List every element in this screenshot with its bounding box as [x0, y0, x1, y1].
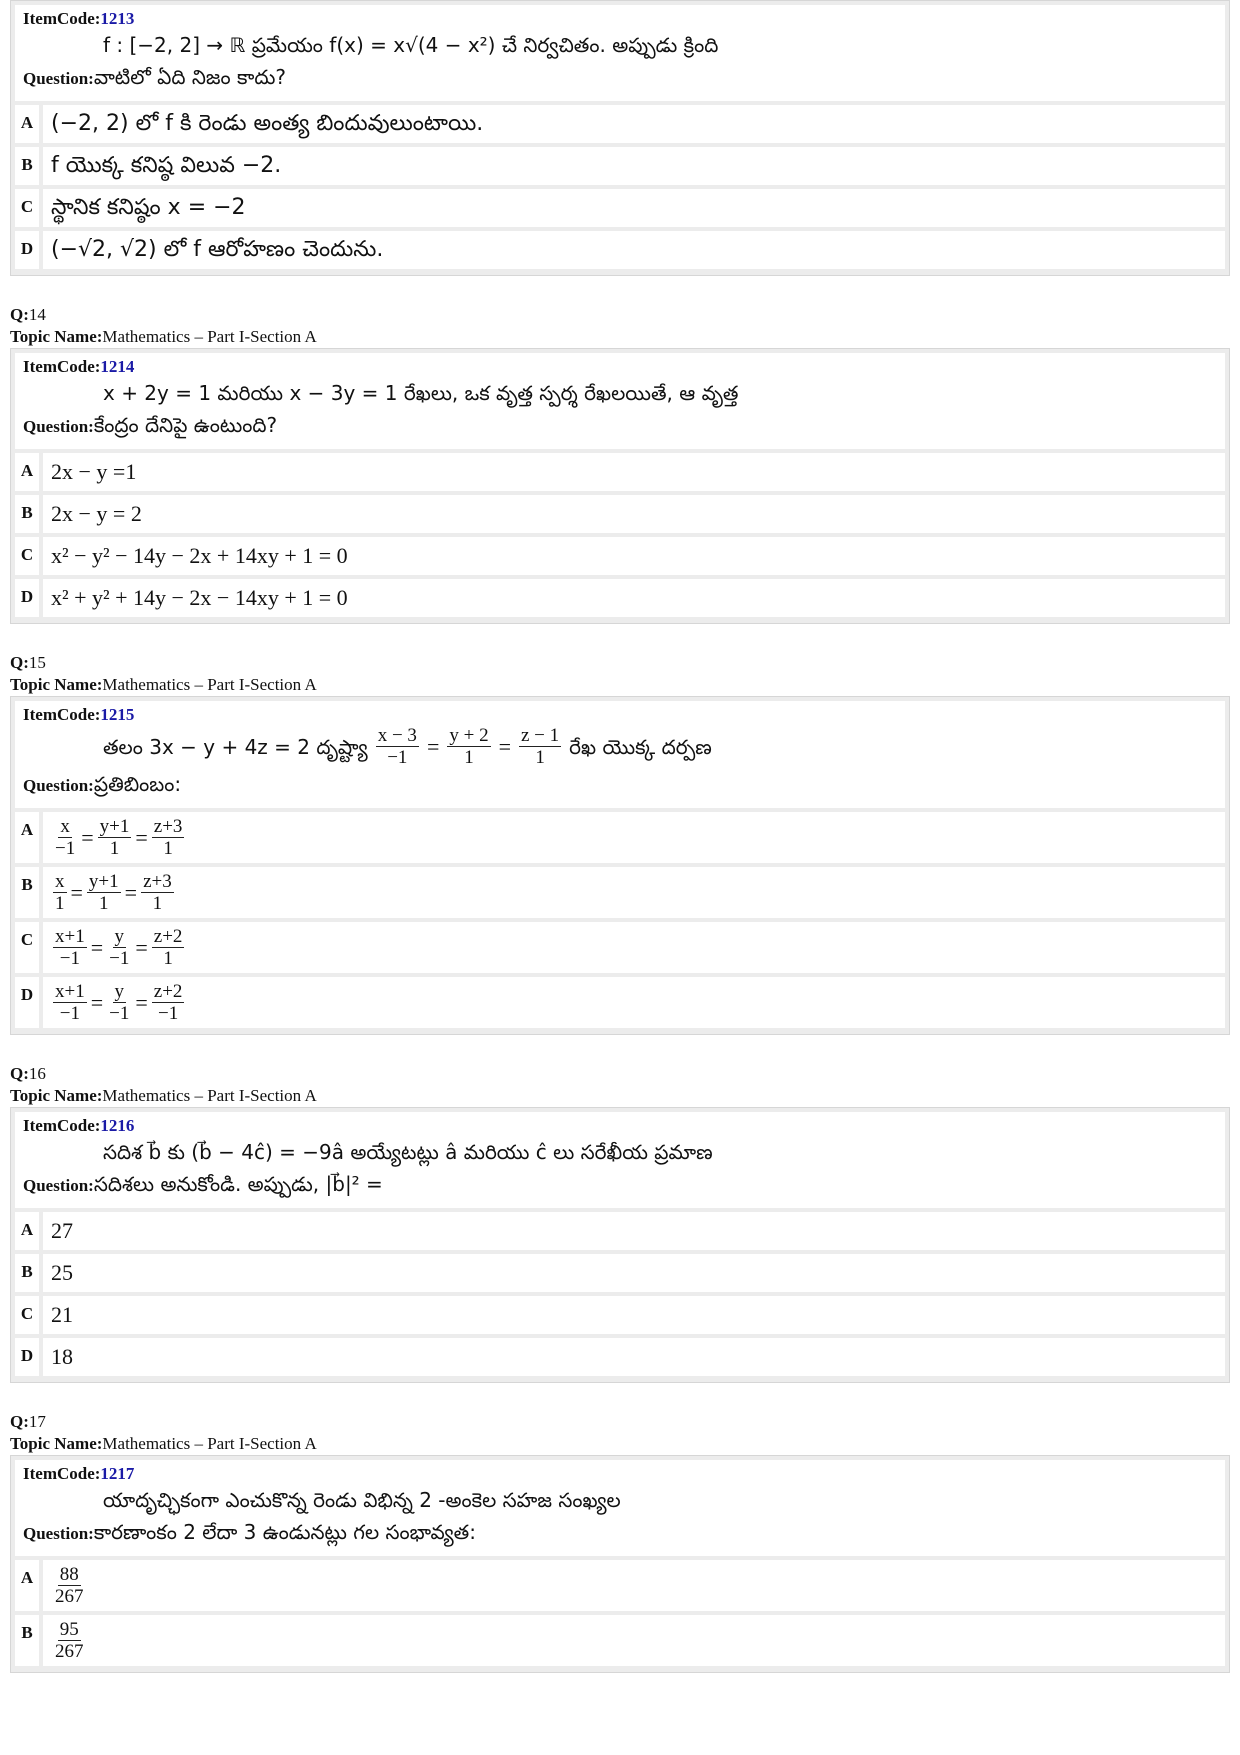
question-number: 16	[28, 1064, 46, 1083]
option-b[interactable]	[15, 147, 1225, 185]
item-code: ItemCode:1216	[23, 1116, 135, 1135]
option-fraction: $\frac{y+1}{1}$	[99, 816, 130, 859]
option-c[interactable]	[15, 189, 1225, 227]
question-text: కేంద్రం దేనిపై ఉంటుంది?	[93, 413, 278, 437]
option-a[interactable]	[15, 1560, 1225, 1611]
option-text: x² + y² + 14y − 2x − 14xy + 1 = 0	[51, 585, 348, 610]
option-letter: A	[15, 1212, 43, 1250]
option-letter: B	[15, 495, 43, 533]
option-c[interactable]	[15, 537, 1225, 575]
question-meta-15: Q:15 Topic Name:Mathematics – Part I-Section A	[10, 653, 317, 694]
question-number: 14	[28, 305, 46, 324]
option-letter: C	[15, 922, 43, 973]
option-letter: A	[15, 105, 43, 143]
option-a[interactable]	[15, 105, 1225, 143]
option-fraction: $\frac{z+2}{-1}$	[153, 981, 183, 1024]
question-meta-16: Q:16 Topic Name:Mathematics – Part I-Section A	[10, 1064, 317, 1105]
option-letter: C	[15, 1296, 43, 1334]
option-letter: C	[15, 189, 43, 227]
question-meta-17: Q:17 Topic Name:Mathematics – Part I-Section A	[10, 1412, 317, 1453]
option-fraction: $\frac{x}{1}$	[55, 871, 65, 914]
question-card-13	[10, 0, 1230, 276]
option-letter: A	[15, 1560, 43, 1611]
option-fraction: $\frac{x+1}{-1}$	[55, 926, 85, 969]
question-card-14	[10, 348, 1230, 624]
question-label: Question:	[23, 417, 94, 436]
option-c[interactable]	[15, 922, 1225, 973]
option-text: 2x − y =1	[51, 459, 137, 484]
option-expression: $\frac{x}{1}$ = $\frac{y+1}{1}$ = $\frac{z+3}{1}$	[55, 871, 172, 914]
option-expression: $\frac{x+1}{-1}$ = $\frac{y}{-1}$ = $\frac{z+2}{-1}$	[55, 981, 183, 1024]
question-label: Question:	[23, 776, 94, 795]
option-letter: D	[15, 579, 43, 617]
option-b[interactable]	[15, 1254, 1225, 1292]
question-header	[15, 1112, 1225, 1208]
question-meta-14: Q:14 Topic Name:Mathematics – Part I-Section A	[10, 305, 317, 346]
question-card-15	[10, 696, 1230, 1035]
option-fraction: $\frac{z+2}{1}$	[153, 926, 183, 969]
option-text: f యొక్క కనిష్ఠ విలువ −2.	[51, 153, 282, 178]
option-letter: B	[15, 147, 43, 185]
option-text: (−2, 2) లో f కి రెండు అంత్య బిందువులుంటాయి.	[51, 111, 484, 136]
option-fraction: $\frac{88}{267}$	[55, 1564, 84, 1607]
question-stem: సదిశ b⃗ కు (b⃗ − 4ĉ) = −9â అయ్యేటట్లు â మరియు ĉ లు సరేఖీయ ప్రమాణ	[103, 1140, 713, 1164]
option-fraction: $\frac{z+3}{1}$	[153, 816, 183, 859]
option-text: 21	[51, 1302, 73, 1327]
question-text: సదిశలు అనుకోండి. అప్పుడు, |b⃗|² =	[93, 1172, 383, 1196]
option-fraction: $\frac{x}{-1}$	[55, 816, 76, 859]
topic-name: Mathematics – Part I-Section A	[102, 1434, 317, 1453]
option-d[interactable]	[15, 231, 1225, 269]
option-text: 18	[51, 1344, 73, 1369]
option-a[interactable]	[15, 812, 1225, 863]
option-fraction: $\frac{y+1}{1}$	[88, 871, 119, 914]
option-letter: B	[15, 1615, 43, 1666]
option-fraction: $\frac{x+1}{-1}$	[55, 981, 85, 1024]
question-number: 15	[28, 653, 46, 672]
option-d[interactable]	[15, 977, 1225, 1028]
option-letter: C	[15, 537, 43, 575]
option-fraction: $\frac{z+3}{1}$	[143, 871, 172, 914]
option-text: (−√2, √2) లో f ఆరోహణం చెందును.	[51, 237, 384, 262]
question-label: Question:	[23, 1176, 94, 1195]
topic-name: Mathematics – Part I-Section A	[102, 327, 317, 346]
question-header	[15, 701, 1225, 808]
item-code: ItemCode:1214	[23, 357, 135, 376]
option-fraction: $\frac{y}{-1}$	[109, 926, 130, 969]
item-code: ItemCode:1213	[23, 9, 135, 28]
question-header	[15, 353, 1225, 449]
option-text: x² − y² − 14y − 2x + 14xy + 1 = 0	[51, 543, 348, 568]
question-label: Question:	[23, 1524, 94, 1543]
option-c[interactable]	[15, 1296, 1225, 1334]
option-text: 25	[51, 1260, 73, 1285]
option-text: స్థానిక కనిష్ఠం x = −2	[51, 195, 246, 220]
option-d[interactable]	[15, 1338, 1225, 1376]
option-a[interactable]	[15, 453, 1225, 491]
option-expression: $\frac{x}{-1}$ = $\frac{y+1}{1}$ = $\frac{z+3}{1}$	[55, 816, 183, 859]
option-fraction: $\frac{95}{267}$	[55, 1619, 84, 1662]
option-text: 2x − y = 2	[51, 501, 142, 526]
option-d[interactable]	[15, 579, 1225, 617]
option-letter: D	[15, 977, 43, 1028]
option-a[interactable]	[15, 1212, 1225, 1250]
option-b[interactable]	[15, 1615, 1225, 1666]
question-text: కారణాంకం 2 లేదా 3 ఉండునట్లు గల సంభావ్యత:	[93, 1520, 476, 1544]
option-letter: A	[15, 453, 43, 491]
question-card-17	[10, 1455, 1230, 1673]
option-b[interactable]	[15, 867, 1225, 918]
exam-page	[10, 0, 1230, 1673]
question-stem: f : [−2, 2] → ℝ ప్రమేయం f(x) = x√(4 − x²) చే నిర్వచితం. అప్పుడు క్రింది	[103, 33, 719, 57]
item-code: ItemCode:1215	[23, 705, 135, 724]
question-stem: యాదృచ్ఛికంగా ఎంచుకొన్న రెండు విభిన్న 2 -అంకెల సహజ సంఖ్యల	[103, 1488, 621, 1512]
item-code: ItemCode:1217	[23, 1464, 135, 1483]
question-header	[15, 5, 1225, 101]
question-text: ప్రతిబింబం:	[93, 772, 182, 796]
option-letter: D	[15, 231, 43, 269]
option-letter: A	[15, 812, 43, 863]
question-number: 17	[28, 1412, 46, 1431]
option-expression: $\frac{x+1}{-1}$ = $\frac{y}{-1}$ = $\frac{z+2}{1}$	[55, 926, 183, 969]
question-stem: తలం 3x − y + 4z = 2 దృష్ట్యా $\frac{x - 3}{-1}$ = $\frac{y + 2}{1}$ = $\frac{z - 1}{1}$ రేఖ యొక్క దర్పణ	[103, 725, 712, 768]
question-text: వాటిలో ఏది నిజం కాదు?	[93, 65, 287, 89]
option-letter: B	[15, 1254, 43, 1292]
question-stem: x + 2y = 1 మరియు x − 3y = 1 రేఖలు, ఒక వృత్త స్పర్శ రేఖలయితే, ఆ వృత్త	[103, 381, 739, 405]
option-fraction: $\frac{y}{-1}$	[109, 981, 130, 1024]
question-label: Question:	[23, 69, 94, 88]
question-header	[15, 1460, 1225, 1556]
option-letter: B	[15, 867, 43, 918]
topic-name: Mathematics – Part I-Section A	[102, 675, 317, 694]
option-b[interactable]	[15, 495, 1225, 533]
question-card-16	[10, 1107, 1230, 1383]
option-text: 27	[51, 1218, 73, 1243]
topic-name: Mathematics – Part I-Section A	[102, 1086, 317, 1105]
option-letter: D	[15, 1338, 43, 1376]
